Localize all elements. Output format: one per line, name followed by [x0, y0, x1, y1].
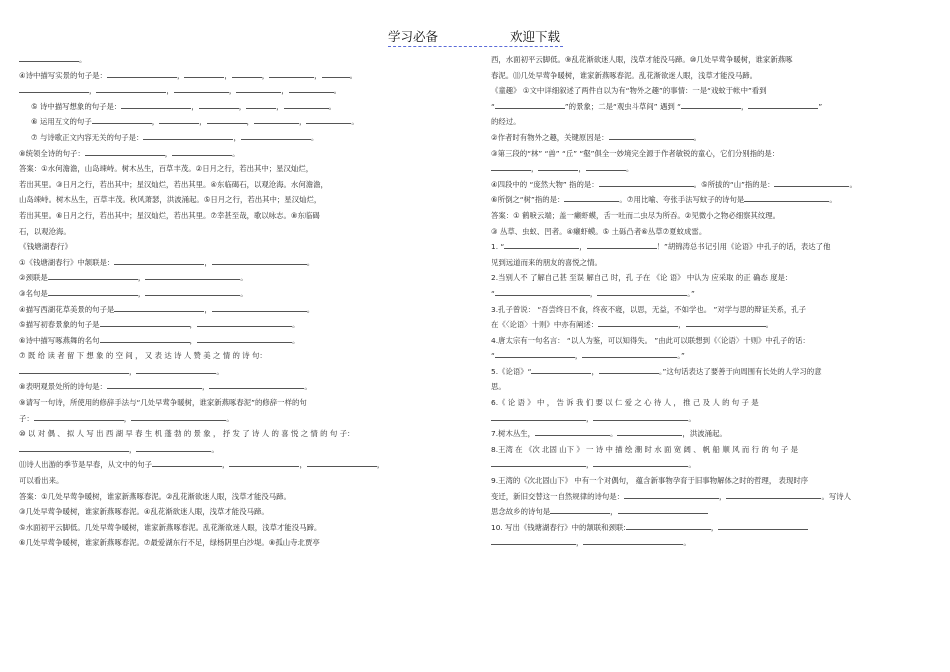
- line-text: ②作者时有物外之趣，关键原因是：: [491, 132, 609, 142]
- answer-blank[interactable]: [246, 100, 276, 109]
- text-line: [19, 442, 465, 458]
- line-text: ③名句是: [19, 288, 48, 298]
- answer-blank[interactable]: [212, 256, 307, 265]
- answer-blank[interactable]: [131, 412, 226, 421]
- line-text: ④四段中的 “庞然大物” 指的是：: [491, 179, 599, 189]
- line-text: ⑾诗人出游的季节是早春，从文中的句子: [19, 460, 153, 470]
- line-text: 6.《 论 语 》 中 ， 告 诉 我 们 要 以 仁 爱 之 心 待 人 ， 推 己 及 人 的 句 子 是: [491, 398, 759, 408]
- header-left-text: 学习必备: [388, 29, 439, 44]
- comma-text: ，: [281, 86, 289, 96]
- line-text: 1. “: [491, 242, 505, 252]
- answer-blank[interactable]: [618, 505, 708, 514]
- line-text: 思念故乡的诗句是: [491, 507, 551, 517]
- line-text: 10. 写出《钱塘湖春行》中的颔联和颈联:: [491, 522, 626, 532]
- comma-text: ，: [129, 444, 137, 454]
- text-line: [491, 411, 921, 427]
- line-text: 若出其里。⑥日月之行，若出其中；星汉灿烂，若出其里。⑦幸甚至哉，歌以咏志。⑧东临碣: [19, 210, 320, 220]
- line-text: ②颈联是: [19, 273, 48, 283]
- line-text: ⑦ 既 给 读 者 留 下 想 象 的 空 间 ， 又 表 达 诗 人 赞 美 之 情 的 诗 句：: [19, 351, 267, 361]
- answer-blank[interactable]: [538, 162, 578, 171]
- line-text: ④诗中描写实景的句子是：: [19, 70, 107, 80]
- line-text: 答案：①水何澹澹，山岛竦峙。树木丛生，百草丰茂。②日月之行，若出其中；星汉灿烂，: [19, 164, 314, 174]
- line-text: 4.唐太宗有一句名言： “以人为鉴，可以知得失。 ”由此可以联想到《〈论语〉十则》中孔子的话：: [491, 335, 810, 345]
- line-tail-text: 。: [349, 70, 357, 80]
- text-line: [491, 177, 921, 193]
- line-tail-text: 。: [304, 382, 312, 392]
- comma-text: ，: [199, 117, 207, 127]
- line-text: “: [491, 288, 495, 298]
- answer-blank[interactable]: [96, 84, 166, 93]
- answer-blank[interactable]: [145, 287, 240, 296]
- text-line: [19, 114, 465, 130]
- text-line: [491, 52, 921, 68]
- text-line: [491, 333, 921, 349]
- answer-blank[interactable]: [597, 287, 687, 296]
- line-text: 2.当别人不 了解自己甚 至误 解自己 时，孔 子在 《论 语》 中认为 应采取 的正 确态 度是：: [491, 273, 793, 283]
- text-line: [19, 473, 465, 489]
- line-tail-text: ！”胡锦涛总书记引用《论语》中孔子的话，表达了他: [656, 242, 831, 252]
- comma-text: ，: [574, 351, 583, 361]
- answer-blank[interactable]: [107, 380, 202, 389]
- line-tail-text: 。: [211, 444, 219, 454]
- answer-blank[interactable]: [136, 443, 211, 452]
- answer-blank[interactable]: [100, 334, 190, 343]
- comma-text: ，: [579, 242, 587, 252]
- answer-blank[interactable]: [121, 100, 191, 109]
- answer-blank[interactable]: [199, 100, 239, 109]
- comma-text: ，: [228, 86, 237, 96]
- answer-blank[interactable]: [774, 178, 849, 187]
- answer-blank[interactable]: [491, 536, 576, 545]
- line-text: 若出其里。③日月之行，若出其中；星汉灿烂，若出其里。④东临碣石，以观沧海。水何澹澹，: [19, 179, 328, 189]
- line-tail-text: 。: [79, 55, 87, 64]
- comma-text: ，: [238, 101, 247, 111]
- comma-text: ，: [719, 491, 727, 501]
- line-text: 见到远道而来的朋友的喜悦之情。: [491, 257, 602, 267]
- line-text: ⑧统领全诗的句子：: [19, 148, 85, 158]
- line-tail-text: 。”: [677, 351, 685, 361]
- line-text: 石，以观沧海。: [19, 226, 71, 236]
- answer-blank[interactable]: [583, 536, 683, 545]
- text-line: [19, 192, 465, 208]
- comma-text: ，: [261, 70, 270, 80]
- answer-blank[interactable]: [626, 521, 711, 530]
- answer-blank[interactable]: [495, 100, 565, 109]
- answer-blank[interactable]: [535, 427, 610, 436]
- comma-text: ，: [610, 507, 618, 517]
- text-line: [19, 270, 465, 286]
- line-text: ⑥ 运用互文的句子: [31, 117, 92, 127]
- line-text: 8.王湾 在 《次 北固 山下 》 一 诗 中 描 绘 潮 时 水 面 宽 阔 、 帆 船 顺 风 而 行 的 句 子 是: [491, 444, 798, 454]
- comma-text: ，: [176, 70, 185, 80]
- line-text: ⑩ 以 对 偶 、 拟 人 写 出 西 湖 早 春 生 机 蓬 勃 的 景 象 ， 抒 发 了 诗 人 的 喜 悦 之 情 的 句 子：: [19, 429, 355, 439]
- line-tail-text: 。⑦用比喻、夸张手法写蚊子的诗句是: [619, 195, 745, 205]
- line-tail-text: 。: [310, 132, 319, 142]
- answer-blank[interactable]: [531, 365, 591, 374]
- line-tail-text: 。: [216, 366, 224, 376]
- comma-text: ，: [222, 460, 230, 470]
- answer-blank[interactable]: [586, 162, 626, 171]
- comma-text: ，: [129, 366, 137, 376]
- line-text: ⑧表明观景处所的诗句是：: [19, 382, 107, 392]
- answer-blank[interactable]: [34, 412, 124, 421]
- comma-text: ，: [578, 164, 586, 174]
- answer-blank[interactable]: [307, 458, 377, 467]
- comma-text: ，: [740, 101, 749, 111]
- comma-text: ，: [166, 86, 174, 96]
- line-text: 西，水面初平云脚低。⑨乱花渐欲迷人眼，浅草才能没马蹄。⑩几处早莺争暖树，谁家新燕啄: [491, 55, 793, 64]
- text-line: [491, 317, 921, 333]
- text-line: [491, 302, 921, 318]
- comma-text: ，: [591, 366, 599, 376]
- text-line: [491, 270, 921, 286]
- text-line: [19, 489, 465, 505]
- text-line: [19, 520, 465, 536]
- line-tail-text: 。⑤所拔的“山”指的是：: [693, 179, 775, 189]
- line-text: 在《〈论语〉十则》中亦有阐述：: [491, 320, 599, 330]
- answer-blank[interactable]: [19, 53, 79, 62]
- line-text: ①《钱塘湖春行》中颔联是：: [19, 257, 115, 267]
- line-text: 可以看出来。: [19, 476, 64, 486]
- line-text: ⑤水面初平云脚低。几处早莺争暖树，谁家新燕啄春泥。乱花渐欲迷人眼，浅草才能没马蹄。: [19, 522, 322, 532]
- line-text: “: [491, 101, 495, 111]
- comma-text: ，: [710, 522, 719, 532]
- text-line: [491, 255, 921, 271]
- line-tail-text: 。: [240, 273, 248, 283]
- text-line: [491, 473, 921, 489]
- answer-blank[interactable]: [491, 412, 586, 421]
- line-tail-text: 。: [333, 86, 342, 96]
- text-line: [491, 504, 921, 520]
- answer-blank[interactable]: [197, 334, 292, 343]
- answer-blank[interactable]: [284, 100, 329, 109]
- comma-text: ，: [164, 148, 173, 158]
- text-line: [491, 286, 921, 302]
- line-tail-text: ，: [376, 460, 385, 470]
- answer-blank[interactable]: [232, 69, 262, 78]
- line-text: ⑤ 诗中描写想象的句子是：: [31, 101, 122, 111]
- line-tail-text: 。: [351, 117, 359, 127]
- answer-blank[interactable]: [174, 84, 229, 93]
- line-text: 子：: [19, 413, 34, 423]
- answer-blank[interactable]: [197, 318, 292, 327]
- line-text: ⑥几处早莺争暖树，谁家新燕啄春泥。⑦最爱湖东行不足，绿杨阴里白沙堤。⑧孤山寺北贾亭: [19, 538, 320, 548]
- answer-blank[interactable]: [229, 458, 299, 467]
- answer-blank[interactable]: [617, 427, 682, 436]
- line-tail-text: 。: [829, 195, 837, 205]
- answer-blank[interactable]: [744, 193, 829, 202]
- comma-text: ，: [189, 320, 197, 330]
- line-text: 《童趣》 ①文中详细叙述了两件自以为有“物外之趣”的事情：一是“戏蚊于帐中”看到: [491, 86, 767, 96]
- text-line: [19, 535, 465, 551]
- comma-text: ，: [299, 460, 307, 470]
- comma-text: ，: [233, 132, 241, 142]
- text-line: [19, 348, 465, 364]
- text-line: [491, 348, 921, 364]
- text-line: [491, 239, 921, 255]
- line-tail-text: ”的景象；二是“观虫斗草间” 遇到 “: [564, 101, 681, 111]
- comma-text: ，: [189, 335, 197, 345]
- text-line: [491, 208, 921, 224]
- answer-blank[interactable]: [582, 349, 677, 358]
- answer-blank[interactable]: [269, 69, 314, 78]
- answer-blank[interactable]: [100, 318, 190, 327]
- comma-text: ，: [246, 117, 254, 127]
- text-line: [491, 146, 921, 162]
- text-line: [19, 411, 465, 427]
- answer-blank[interactable]: [136, 365, 216, 374]
- line-text: ⑥诗中描写啄燕舞的名句: [19, 335, 100, 345]
- answer-blank[interactable]: [718, 521, 808, 530]
- answer-blank[interactable]: [624, 490, 719, 499]
- answer-blank[interactable]: [152, 458, 222, 467]
- line-text: ⑨请写一句诗，所使用的修辞手法与“几处早莺争暖树，谁家新燕啄春泥”的修辞一样的句: [19, 398, 307, 408]
- line-tail-text: 。: [688, 413, 696, 423]
- line-tail-text: 。: [328, 101, 336, 111]
- answer-blank[interactable]: [491, 162, 531, 171]
- text-line: [19, 52, 465, 68]
- text-line: [491, 442, 921, 458]
- line-text: 的经过。: [491, 117, 521, 127]
- text-line: [19, 504, 465, 520]
- text-line: [19, 426, 465, 442]
- text-line: [19, 255, 465, 271]
- comma-text: ，: [586, 460, 594, 470]
- line-tail-text: 。: [693, 132, 701, 142]
- line-text: 答案：①几处早莺争暖树，谁家新燕啄春泥。②乱花渐欲迷人眼，浅草才能没马蹄。: [19, 491, 291, 501]
- line-text: ③第三段的“林” “兽” “丘” “壑”俱全一妙境完全源于作者敏锐的童心，它们分别指的是：: [491, 148, 780, 158]
- text-line: [491, 489, 921, 505]
- line-text: 3.孔子曾说： “吾尝终日不食，终夜不寝，以思，无益，不如学也。 ”对学与思的辩证关系，孔子: [491, 304, 807, 314]
- text-line: [19, 457, 465, 473]
- line-text: ④描写西湖花草美景的句子是: [19, 304, 115, 314]
- comma-text: ，: [586, 413, 594, 423]
- comma-text: ，: [137, 273, 146, 283]
- answer-blank[interactable]: [593, 458, 688, 467]
- answer-blank[interactable]: [19, 365, 129, 374]
- text-line: [19, 239, 465, 255]
- answer-blank[interactable]: [107, 69, 177, 78]
- line-tail-text: 。: [849, 179, 857, 189]
- answer-blank[interactable]: [172, 147, 232, 156]
- line-tail-text: 。: [688, 460, 696, 470]
- answer-blank[interactable]: [748, 100, 818, 109]
- answer-blank[interactable]: [207, 115, 247, 124]
- line-text: ③几处早莺争暖树，谁家新燕啄春泥。④乱花渐欲迷人眼，浅草才能没马蹄。: [19, 507, 269, 517]
- text-line: [491, 364, 921, 380]
- line-text: ⑥所倒之“树”指的是：: [491, 195, 565, 205]
- comma-text: ，: [151, 117, 160, 127]
- answer-blank[interactable]: [681, 100, 741, 109]
- line-text: “: [491, 351, 495, 361]
- answer-blank[interactable]: [495, 349, 575, 358]
- answer-blank[interactable]: [236, 84, 281, 93]
- comma-text: ，: [678, 320, 686, 330]
- comma-text: ，: [137, 288, 146, 298]
- text-line: [19, 161, 465, 177]
- answer-blank[interactable]: [504, 240, 579, 249]
- text-line: [19, 224, 465, 240]
- header-dashed-rule: [388, 46, 563, 47]
- text-line: [491, 161, 921, 177]
- answer-blank[interactable]: [241, 131, 311, 140]
- left-column: [19, 52, 465, 551]
- line-tail-text: 。: [232, 148, 240, 158]
- text-line: [19, 333, 465, 349]
- text-line: [491, 426, 921, 442]
- answer-blank[interactable]: [19, 84, 89, 93]
- text-line: [491, 395, 921, 411]
- text-line: [491, 457, 921, 473]
- comma-text: ，: [204, 257, 212, 267]
- answer-blank[interactable]: [609, 131, 694, 140]
- answer-blank[interactable]: [254, 115, 299, 124]
- text-line: [19, 364, 465, 380]
- comma-text: ，: [531, 164, 539, 174]
- text-line: [491, 535, 921, 551]
- answer-blank[interactable]: [114, 303, 204, 312]
- answer-blank[interactable]: [587, 240, 657, 249]
- line-text: ⑤描写初春景象的句子是: [19, 320, 100, 330]
- answer-blank[interactable]: [322, 69, 350, 78]
- line-text: 变迁，新旧交替这一自然规律的诗句是：: [491, 491, 625, 501]
- text-line: [491, 114, 921, 130]
- text-line: [19, 177, 465, 193]
- text-line: [19, 379, 465, 395]
- line-tail-text: 。: [240, 288, 248, 298]
- text-line: [491, 83, 921, 99]
- text-line: [491, 224, 921, 240]
- text-line: [491, 130, 921, 146]
- text-line: [19, 146, 465, 162]
- comma-text: ，: [89, 86, 97, 96]
- answer-blank[interactable]: [209, 380, 304, 389]
- answer-blank[interactable]: [491, 458, 586, 467]
- answer-blank[interactable]: [184, 69, 224, 78]
- right-column: [491, 52, 921, 551]
- answer-blank[interactable]: [289, 84, 334, 93]
- line-tail-text: ，洪波涌起。: [682, 429, 727, 439]
- answer-blank[interactable]: [495, 287, 590, 296]
- line-tail-text: 。: [291, 320, 300, 330]
- comma-text: ，: [204, 304, 212, 314]
- text-line: [19, 130, 465, 146]
- text-line: [19, 395, 465, 411]
- text-line: [19, 286, 465, 302]
- comma-text: ，: [191, 101, 199, 111]
- text-line: [491, 192, 921, 208]
- comma-text: ，: [276, 101, 284, 111]
- line-text: 答案：① 鹤唳云端；盖一癞虾蟆，舌一吐而二虫尽为所吞。②见微小之物必细察其纹理。: [491, 210, 781, 220]
- answer-blank[interactable]: [92, 115, 152, 124]
- answer-blank[interactable]: [48, 271, 138, 280]
- answer-blank[interactable]: [599, 178, 694, 187]
- answer-blank[interactable]: [85, 147, 165, 156]
- line-tail-text: 。: [306, 257, 315, 267]
- line-text: 山岛竦峙。树木丛生，百草丰茂。秋风萧瑟，洪波涌起。⑤日月之行，若出其中；星汉灿烂，: [19, 195, 322, 205]
- header-right-text: 欢迎下载: [510, 29, 561, 44]
- answer-blank[interactable]: [686, 318, 766, 327]
- answer-blank[interactable]: [159, 115, 199, 124]
- line-tail-text: 。: [226, 413, 234, 423]
- line-text: 7.树木丛生，: [491, 429, 536, 439]
- line-text: 思。: [491, 382, 506, 392]
- answer-blank[interactable]: [145, 271, 240, 280]
- line-tail-text: 。”这句话表达了要善于向周围有长处的人学习的意: [658, 366, 822, 376]
- text-line: [19, 99, 465, 115]
- text-line: [491, 99, 921, 115]
- line-tail-text: 。: [306, 304, 315, 314]
- line-text: 9.王湾的《次北固山下》 中有一个对偶句， 蕴含新事物孕育于旧事物解体之时的哲理， 表现时序: [491, 476, 809, 486]
- answer-blank[interactable]: [564, 193, 619, 202]
- text-line: [19, 83, 465, 99]
- line-text: ⑦ 与诗歌正文内容无关的句子是：: [31, 132, 144, 142]
- text-line: [19, 208, 465, 224]
- answer-blank[interactable]: [599, 365, 659, 374]
- line-tail-text: 。: [625, 164, 634, 174]
- line-text: 春泥。⑾几处早莺争暖树，谁家新燕啄春泥。乱花渐欲迷人眼，浅草才能没马蹄。: [491, 70, 758, 80]
- comma-text: ，: [298, 117, 307, 127]
- line-tail-text: 。: [291, 335, 300, 345]
- text-line: [491, 68, 921, 84]
- line-text: ③ 丛草、虫蚁、凹者。④癞虾蟆。⑤ 土砾凸者⑥丛草⑦夏蚊成雷。: [491, 226, 707, 236]
- answer-blank[interactable]: [306, 115, 351, 124]
- comma-text: ，: [123, 413, 132, 423]
- answer-blank[interactable]: [550, 505, 610, 514]
- answer-blank[interactable]: [19, 443, 129, 452]
- comma-text: ，: [314, 70, 322, 80]
- comma-text: ，: [589, 288, 598, 298]
- line-tail-text: 。: [610, 429, 618, 439]
- answer-blank[interactable]: [726, 490, 821, 499]
- comma-text: ，: [224, 70, 232, 80]
- text-line: [19, 302, 465, 318]
- answer-blank[interactable]: [143, 131, 233, 140]
- text-line: [19, 68, 465, 84]
- line-tail-text: 。: [683, 538, 691, 548]
- comma-text: ，: [576, 538, 584, 548]
- page-header: [0, 22, 950, 46]
- answer-blank[interactable]: [114, 256, 204, 265]
- line-tail-text: ”: [818, 101, 823, 111]
- line-text: 《钱塘湖春行》: [19, 242, 73, 252]
- text-line: [491, 379, 921, 395]
- comma-text: ，: [201, 382, 210, 392]
- answer-blank[interactable]: [212, 303, 307, 312]
- answer-blank[interactable]: [48, 287, 138, 296]
- answer-blank[interactable]: [593, 412, 688, 421]
- line-tail-text: 。写诗人: [821, 491, 852, 501]
- text-line: [491, 520, 921, 536]
- line-text: 5.《论语》“: [491, 366, 532, 376]
- answer-blank[interactable]: [598, 318, 678, 327]
- text-line: [19, 317, 465, 333]
- line-tail-text: 。”: [687, 288, 695, 298]
- line-tail-text: 。: [765, 320, 773, 330]
